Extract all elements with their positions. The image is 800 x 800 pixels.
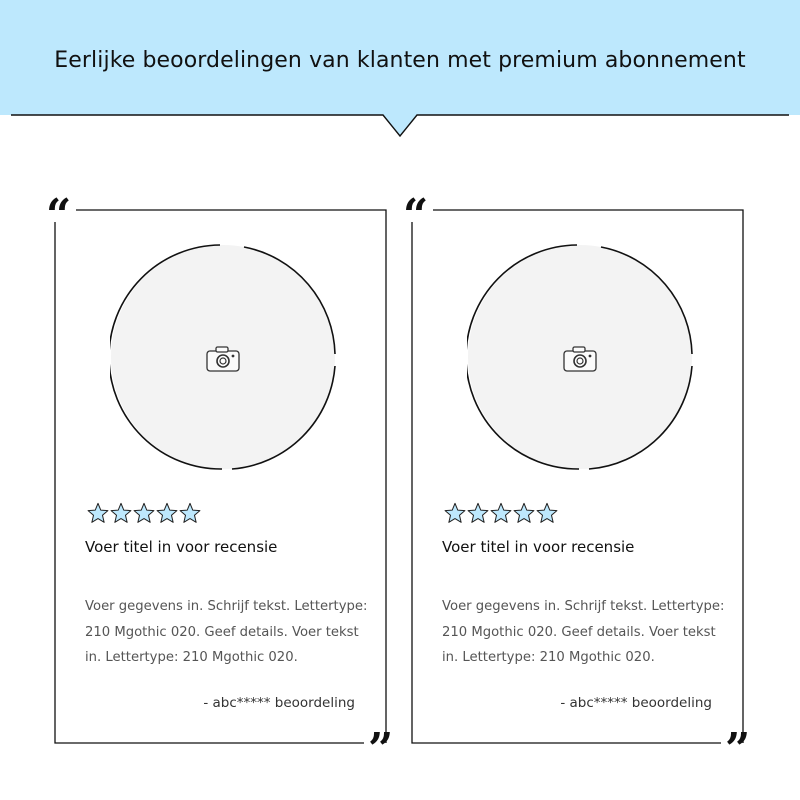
quote-close-icon: ” xyxy=(368,724,394,775)
star-icon xyxy=(444,502,466,524)
review-title: Voer titel in voor recensie xyxy=(85,538,278,556)
quote-open-icon: “ xyxy=(46,190,72,241)
camera-icon xyxy=(564,347,596,371)
star-icon xyxy=(87,502,109,524)
star-rating xyxy=(444,502,558,524)
photo-placeholder[interactable] xyxy=(110,244,336,470)
photo-placeholder[interactable] xyxy=(467,244,693,470)
camera-icon xyxy=(207,347,239,371)
star-icon xyxy=(156,502,178,524)
star-icon xyxy=(467,502,489,524)
star-icon xyxy=(513,502,535,524)
star-icon xyxy=(133,502,155,524)
review-body: Voer gegevens in. Schrijf tekst. Lettertype: 210 Mgothic 020. Geef details. Voer tekst in. Lettertype: 210 Mgothic 020. xyxy=(85,599,368,665)
review-body: Voer gegevens in. Schrijf tekst. Lettertype: 210 Mgothic 020. Geef details. Voer tekst in. Lettertype: 210 Mgothic 020. xyxy=(442,599,725,665)
star-icon xyxy=(110,502,132,524)
review-card-1 xyxy=(46,190,400,775)
review-author: - abc***** beoordeling xyxy=(203,695,355,711)
quote-open-icon: “ xyxy=(403,190,429,241)
star-icon xyxy=(536,502,558,524)
banner-title: Eerlijke beoordelingen van klanten met premium abonnement xyxy=(54,48,746,73)
review-card-2 xyxy=(403,190,757,775)
star-icon xyxy=(179,502,201,524)
quote-close-icon: ” xyxy=(725,724,751,775)
review-author: - abc***** beoordeling xyxy=(560,695,712,711)
star-rating xyxy=(87,502,201,524)
star-icon xyxy=(490,502,512,524)
banner-pointer-rule xyxy=(0,96,800,146)
review-title: Voer titel in voor recensie xyxy=(442,538,635,556)
